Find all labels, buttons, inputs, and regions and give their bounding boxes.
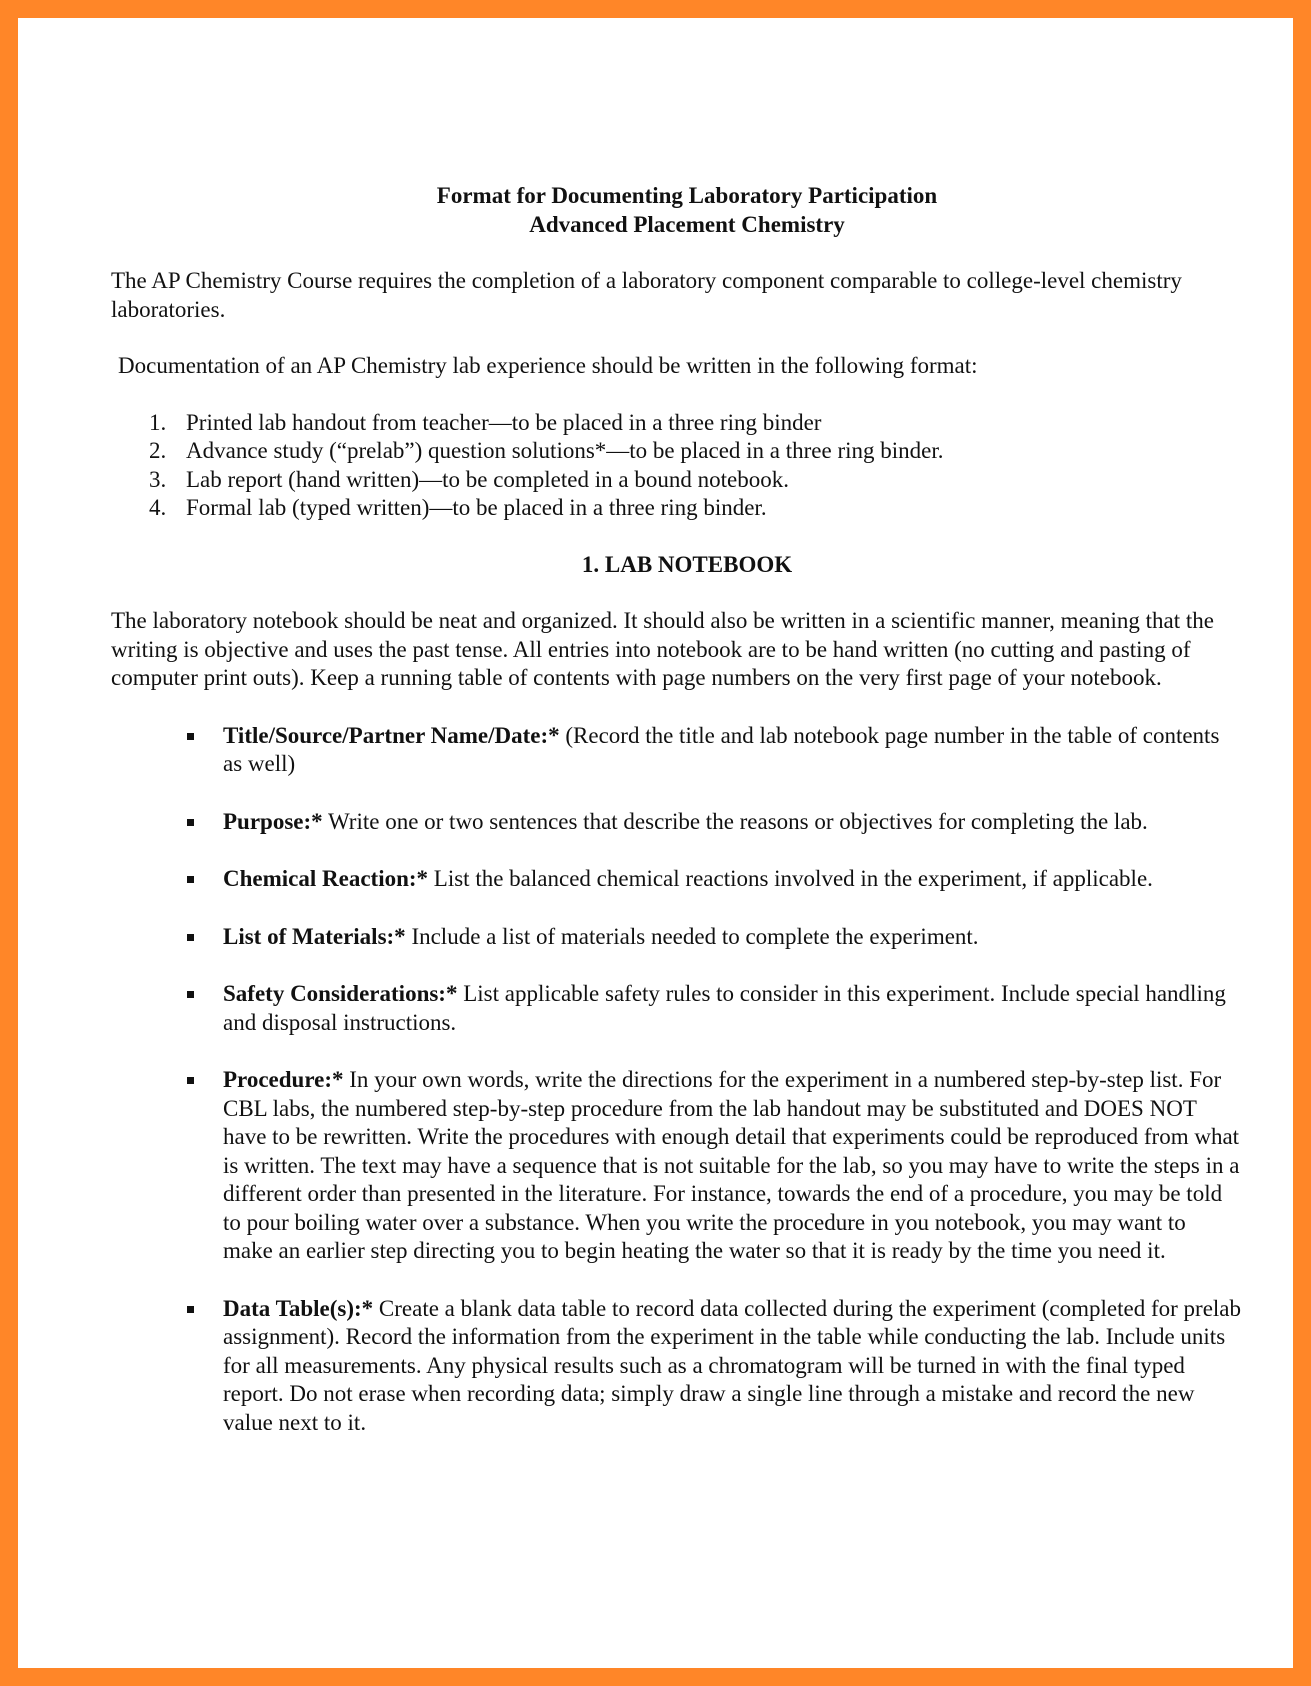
list-item bbox=[111, 865, 1241, 894]
square-bullet-icon bbox=[187, 733, 194, 740]
square-bullet-icon bbox=[187, 934, 194, 941]
item-label: Chemical Reaction:* bbox=[223, 866, 429, 891]
list-text: Formal lab (typed written)—to be placed in a three ring binder. bbox=[186, 495, 767, 520]
format-list bbox=[111, 409, 1241, 523]
item-text: Create a blank data table to record data collected during the experiment (completed for prelab assignment). Record the information from the experiment in the table while conducting the lab. Include units for all measurements. Any physical results such as a chromatogram will be turned in with the final typed report. Do not erase when recording data; simply draw a single line through a mistake and record the new value next to it. bbox=[223, 1295, 1242, 1435]
square-bullet-icon bbox=[187, 819, 194, 826]
item-text: Include a list of materials needed to complete the experiment. bbox=[405, 923, 979, 949]
item-label: Title/Source/Partner Name/Date:* bbox=[223, 722, 560, 748]
title-line-2: Advanced Placement Chemistry bbox=[529, 211, 845, 237]
notebook-description: The laboratory notebook should be neat and organized. It should also be written in a scientific manner, meaning that the writing is objective and uses the past tense. All entries into notebook are to be hand written (no cutting and pasting of computer print outs). Keep a running table of contents with page numbers on the very first page of your notebook. bbox=[111, 608, 1214, 690]
square-bullet-icon bbox=[187, 876, 194, 883]
square-bullet-icon bbox=[187, 1077, 194, 1084]
list-item bbox=[111, 980, 1241, 1037]
format-list-item bbox=[111, 409, 1241, 438]
list-number: 3. bbox=[149, 466, 167, 492]
documentation-lead: Documentation of an AP Chemistry lab experience should be written in the following format: bbox=[118, 353, 978, 378]
item-text: List the balanced chemical reactions involved in the experiment, if applicable. bbox=[428, 866, 1153, 891]
section-heading: 1. LAB NOTEBOOK bbox=[581, 551, 793, 577]
list-item bbox=[111, 722, 1241, 779]
intro-paragraph: The AP Chemistry Course requires the completion of a laboratory component comparable to college-level chemistry laboratories. bbox=[111, 268, 1182, 322]
item-label: Purpose:* bbox=[223, 808, 323, 834]
list-text: Advance study (“prelab”) question solutions*—to be placed in a three ring binder. bbox=[186, 438, 944, 463]
document-title bbox=[111, 182, 1241, 239]
square-bullet-icon bbox=[187, 1306, 194, 1313]
item-label: Procedure:* bbox=[223, 1067, 344, 1092]
title-line-1: Format for Documenting Laboratory Participation bbox=[436, 183, 938, 208]
list-item bbox=[111, 1066, 1241, 1266]
format-list-item bbox=[111, 494, 1241, 523]
list-text: Lab report (hand written)—to be completed in a bound notebook. bbox=[186, 466, 789, 492]
list-number: 2. bbox=[149, 438, 167, 463]
list-text: Printed lab handout from teacher—to be placed in a three ring binder bbox=[186, 409, 822, 435]
list-number: 1. bbox=[149, 409, 167, 435]
list-item bbox=[111, 923, 1241, 952]
item-label: Safety Considerations:* bbox=[223, 981, 458, 1006]
item-label: Data Table(s):* bbox=[223, 1295, 374, 1321]
format-list-item bbox=[111, 437, 1241, 466]
document-page bbox=[111, 182, 1241, 1466]
list-number: 4. bbox=[149, 495, 167, 520]
format-list-item bbox=[111, 466, 1241, 495]
item-text: (Record the title and lab notebook page number in the table of contents as well) bbox=[223, 722, 1220, 776]
item-text: In your own words, write the directions for the experiment in a numbered step-by-step list. For CBL labs, the numbered step-by-step procedure from the lab handout may be substituted and DOES NOT have to be rewritten. Write the procedures with enough detail that experiments could be reproduced from what is written. The text may have a sequence that is not suitable for the lab, so you may have to write the steps in a different order than presented in the literature. For instance, towards the end of a procedure, you may be told to pour boiling water over a substance. When you write the procedure in you notebook, you may want to make an earlier step directing you to begin heating the water so that it is ready by the time you need it. bbox=[223, 1067, 1240, 1263]
square-bullet-icon bbox=[187, 991, 194, 998]
item-label: List of Materials:* bbox=[223, 923, 406, 949]
item-text: Write one or two sentences that describe the reasons or objectives for completing the lab. bbox=[322, 808, 1148, 834]
list-item bbox=[111, 808, 1241, 837]
item-text: List applicable safety rules to consider in this experiment. Include special handling and disposal instructions. bbox=[223, 981, 1226, 1035]
list-item bbox=[111, 1295, 1241, 1438]
notebook-requirements-list bbox=[111, 722, 1241, 1438]
